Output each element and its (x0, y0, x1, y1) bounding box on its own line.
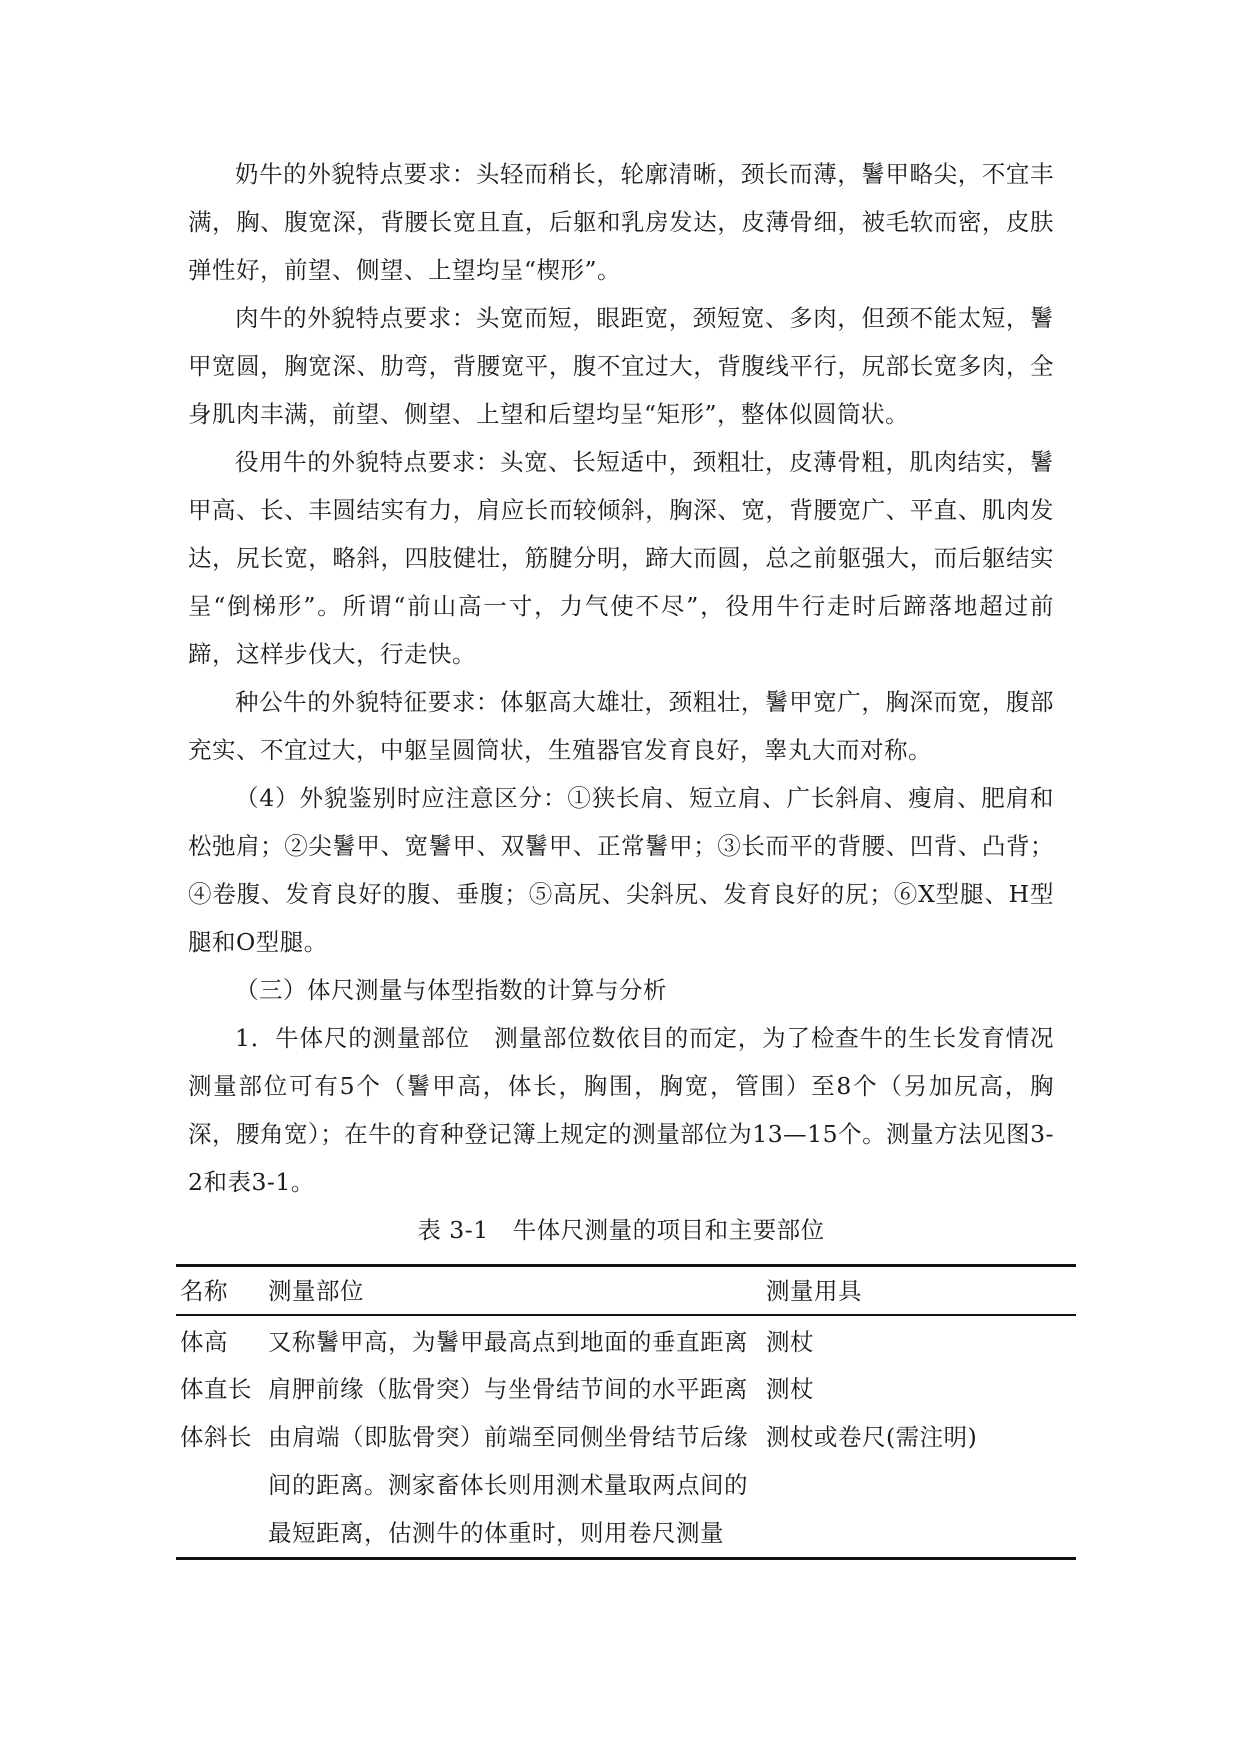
paragraph-dairy-cattle: 奶牛的外貌特点要求：头轻而稍长，轮廓清晰，颈长而薄，鬐甲略尖，不宜丰满，胸、腹宽深，背腰长宽且直，后躯和乳房发达，皮薄骨细，被毛软而密，皮肤弹性好，前望、侧望、上望均呈“楔形”。 (188, 160, 1054, 284)
table-row-3-tool: 测杖或卷尺(需注明) (766, 1423, 978, 1451)
table-header-tool: 测量用具 (766, 1277, 862, 1305)
paragraph-measurement-sites: 1．牛体尺的测量部位 测量部位数依目的而定，为了检查牛的生长发育情况测量部位可有5个（鬐甲高，体长，胸围，胸宽，管围）至8个（另加尻高，胸深，腰角宽）；在牛的育种登记簿上规定的测量部位为13—15个。测量方法见图3-2和表3-1。 (188, 1024, 1054, 1196)
section-heading-body-measurement: （三）体尺测量与体型指数的计算与分析 (235, 976, 667, 1004)
table-row-3-name: 体斜长 (180, 1423, 252, 1451)
table-bottom-rule (176, 1557, 1076, 1560)
table-header-location: 测量部位 (268, 1277, 364, 1305)
table-row-2-tool: 测杖 (766, 1375, 814, 1403)
table-row-2-location: 肩胛前缘（肱骨突）与坐骨结节间的水平距离 (268, 1375, 748, 1403)
paragraph-beef-cattle: 肉牛的外貌特点要求：头宽而短，眼距宽，颈短宽、多肉，但颈不能太短，鬐甲宽圆，胸宽深、肋弯，背腰宽平，腹不宜过大，背腹线平行，尻部长宽多肉，全身肌肉丰满，前望、侧望、上望和后望均呈“矩形”，整体似圆筒状。 (188, 304, 1054, 428)
table-row-2-name: 体直长 (180, 1375, 252, 1403)
paragraph-draft-cattle: 役用牛的外貌特点要求：头宽、长短适中，颈粗壮，皮薄骨粗，肌肉结实，鬐甲高、长、丰圆结实有力，肩应长而较倾斜，胸深、宽，背腰宽广、平直、肌肉发达，尻长宽，略斜，四肢健壮，筋腱分明，蹄大而圆，总之前躯强大，而后躯结实呈“倒梯形”。所谓“前山高一寸，力气使不尽”，役用牛行走时后蹄落地超过前蹄，这样步伐大，行走快。 (188, 448, 1054, 668)
table-row-1-name: 体高 (180, 1328, 228, 1356)
paragraph-appearance-notes: （4）外貌鉴别时应注意区分：①狭长肩、短立肩、广长斜肩、瘦肩、肥肩和松弛肩；②尖鬐甲、宽鬐甲、双鬐甲、正常鬐甲；③长而平的背腰、凹背、凸背；④卷腹、发育良好的腹、垂腹；⑤高尻、尖斜尻、发育良好的尻；⑥X型腿、H型腿和O型腿。 (188, 784, 1054, 956)
table-caption: 表 3-1 牛体尺测量的项目和主要部位 (417, 1216, 825, 1244)
table-row-3-location: 由肩端（即肱骨突）前端至同侧坐骨结节后缘间的距离。测家畜体长则用测术量取两点间的最短距离，估测牛的体重时，则用卷尺测量 (268, 1423, 748, 1547)
table-row-1-location: 又称鬐甲高，为鬐甲最高点到地面的垂直距离 (268, 1328, 748, 1356)
table-row-1-tool: 测杖 (766, 1328, 814, 1356)
table-header-name: 名称 (180, 1277, 228, 1305)
paragraph-breeding-bull: 种公牛的外貌特征要求：体躯高大雄壮，颈粗壮，鬐甲宽广，胸深而宽，腹部充实、不宜过大，中躯呈圆筒状，生殖器官发育良好，睾丸大而对称。 (188, 688, 1054, 764)
document-body (188, 150, 1054, 1254)
